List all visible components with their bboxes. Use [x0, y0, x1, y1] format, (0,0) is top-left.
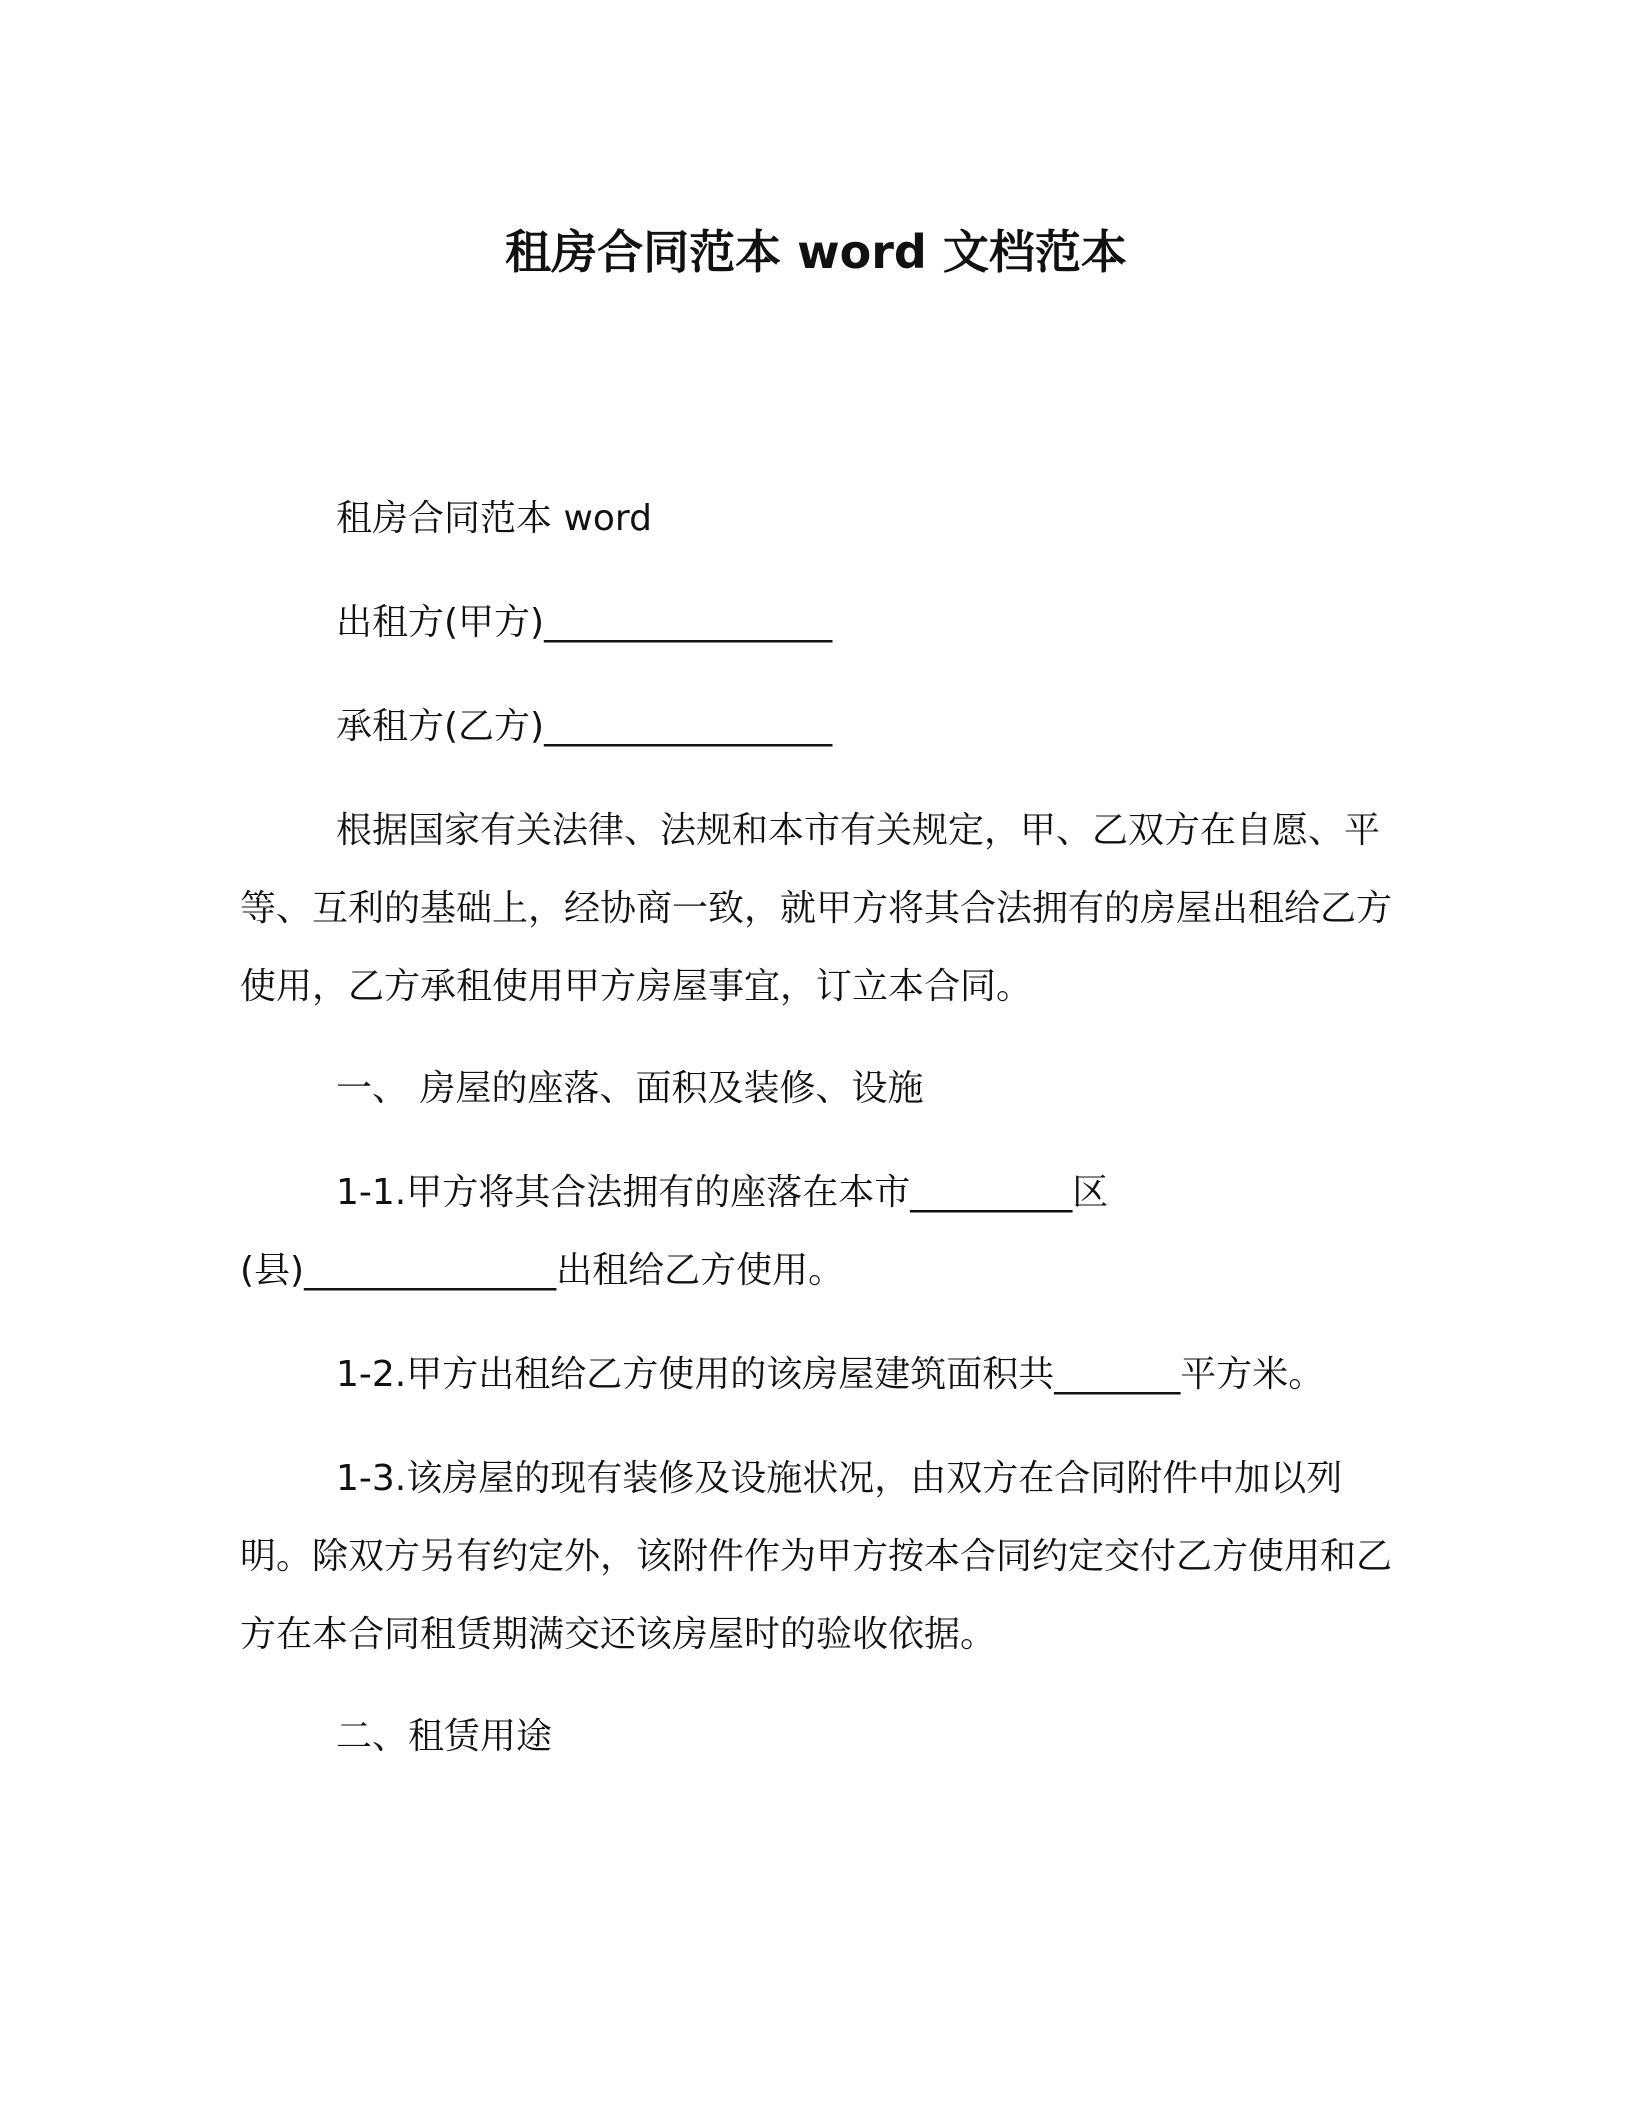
section-2-heading: 二、租赁用途 — [336, 1716, 553, 1757]
clause-1-3: 1-3.该房屋的现有装修及设施状况，由双方在合同附件中加以列明。除双方另有约定外，该附件作为甲方按本合同约定交付乙方使用和乙方在本合同租赁期满交还该房屋时的验收依据。 — [240, 1458, 1393, 1655]
intro-paragraph: 根据国家有关法律、法规和本市有关规定，甲、乙双方在自愿、平等、互利的基础上，经协商一致，就甲方将其合法拥有的房屋出租给乙方使用，乙方承租使用甲方房屋事宜，订立本合同。 — [240, 810, 1393, 1007]
section-1-heading: 一、 房屋的座落、面积及装修、设施 — [336, 1068, 924, 1109]
clause-1-1: 1-1.甲方将其合法拥有的座落在本市_________区(县)______________出租给乙方使用。 — [240, 1172, 1109, 1291]
clause-1-2: 1-2.甲方出租给乙方使用的该房屋建筑面积共_______平方米。 — [336, 1354, 1325, 1395]
document-title: 租房合同范本 word 文档范本 — [505, 225, 1127, 279]
lessor-line: 出租方(甲方)________________ — [336, 602, 833, 643]
lessee-line: 承租方(乙方)________________ — [336, 706, 833, 747]
document-subtitle: 租房合同范本 word — [336, 498, 652, 539]
